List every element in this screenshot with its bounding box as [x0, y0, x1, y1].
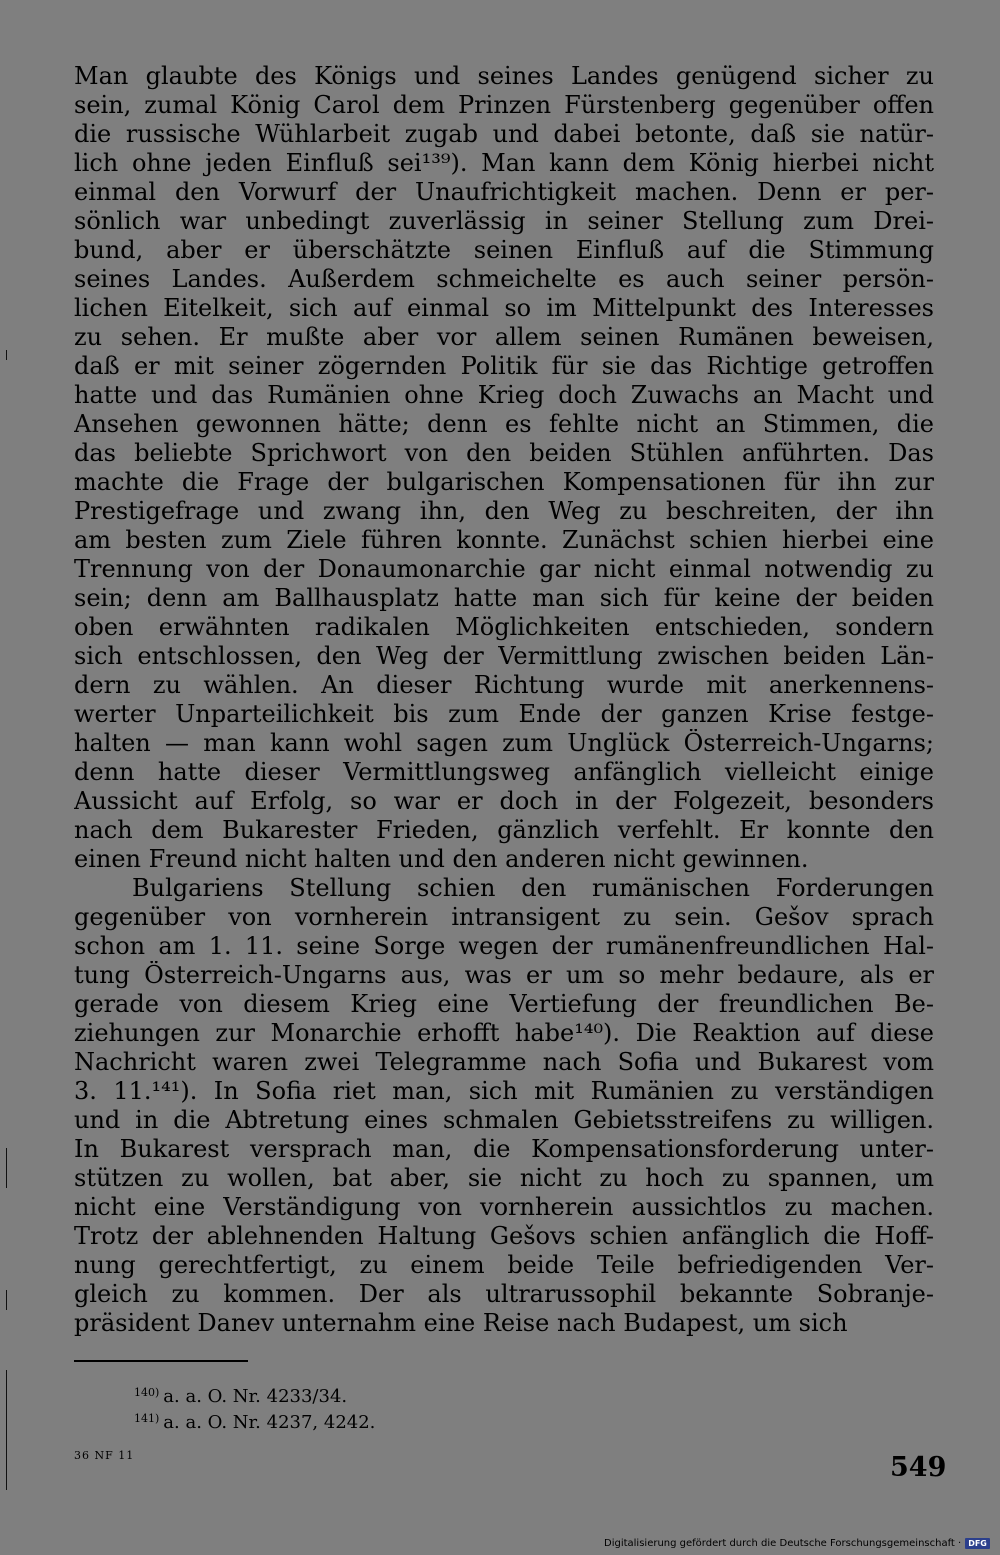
text-line: Trotz der ablehnenden Haltung Gešovs schien anfänglich die Hoff- [74, 1222, 934, 1250]
text-line: gegenüber von vornherein intransigent zu sein. Gešov sprach [74, 903, 934, 931]
text-line: lich ohne jeden Einfluß sei¹³⁹). Man kann dem König hierbei nicht [74, 149, 934, 177]
text-line: zu sehen. Er mußte aber vor allem seinen Rumänen beweisen, [74, 323, 934, 351]
margin-mark [6, 1370, 7, 1490]
text-line: seines Landes. Außerdem schmeichelte es auch seiner persön- [74, 265, 934, 293]
text-line: sönlich war unbedingt zuverlässig in seiner Stellung zum Drei- [74, 207, 934, 235]
footnote-mark: 140) [134, 1386, 160, 1399]
text-line: bund, aber er überschätzte seinen Einfluß auf die Stimmung [74, 236, 934, 264]
paragraph [74, 62, 934, 874]
text-line: nung gerechtfertigt, zu einem beide Teile befriedigenden Ver- [74, 1251, 934, 1279]
text-line: und in die Abtretung eines schmalen Gebietsstreifens zu willigen. [74, 1106, 934, 1134]
text-line: lichen Eitelkeit, sich auf einmal so im Mittelpunkt des Interesses [74, 294, 934, 322]
text-line: sein, zumal König Carol dem Prinzen Fürstenberg gegenüber offen [74, 91, 934, 119]
margin-mark [6, 1148, 7, 1188]
footnote-rule [74, 1360, 248, 1362]
text-line: die russische Wühlarbeit zugab und dabei betonte, daß sie natür- [74, 120, 934, 148]
text-line: machte die Frage der bulgarischen Kompensationen für ihn zur [74, 468, 934, 496]
footnote-141 [134, 1408, 375, 1434]
text-line: hatte und das Rumänien ohne Krieg doch Zuwachs an Macht und [74, 381, 934, 409]
text-line: Prestigefrage und zwang ihn, den Weg zu beschreiten, der ihn [74, 497, 934, 525]
text-line: Aussicht auf Erfolg, so war er doch in der Folgezeit, besonders [74, 787, 934, 815]
text-line: stützen zu wollen, bat aber, sie nicht zu hoch zu spannen, um [74, 1164, 934, 1192]
margin-mark [6, 1290, 7, 1310]
text-line: Trennung von der Donaumonarchie gar nicht einmal notwendig zu [74, 555, 934, 583]
footnote-text: a. a. O. Nr. 4237, 4242. [163, 1412, 376, 1433]
text-line: daß er mit seiner zögernden Politik für sie das Richtige getroffen [74, 352, 934, 380]
text-line: nicht eine Verständigung von vornherein aussichtlos zu machen. [74, 1193, 934, 1221]
text-line: präsident Danev unternahm eine Reise nach Budapest, um sich [74, 1309, 848, 1337]
text-line: ziehungen zur Monarchie erhofft habe¹⁴⁰). Die Reaktion auf diese [74, 1019, 934, 1047]
text-line: gerade von diesem Krieg eine Vertiefung der freundlichen Be- [74, 990, 934, 1018]
text-line: In Bukarest versprach man, die Kompensationsforderung unter- [74, 1135, 934, 1163]
text-line: Ansehen gewonnen hätte; denn es fehlte nicht an Stimmen, die [74, 410, 934, 438]
text-line: sein; denn am Ballhausplatz hatte man sich für keine der beiden [74, 584, 934, 612]
text-line: halten — man kann wohl sagen zum Unglück Österreich-Ungarns; [74, 729, 934, 757]
text-line: Man glaubte des Königs und seines Landes genügend sicher zu [74, 62, 934, 90]
text-line: gleich zu kommen. Der als ultrarussophil bekannte Sobranje- [74, 1280, 934, 1308]
footnote-140 [134, 1382, 375, 1408]
dfg-notice-text: Digitalisierung gefördert durch die Deutsche Forschungsgemeinschaft · [604, 1537, 962, 1549]
dfg-notice [604, 1536, 990, 1550]
text-line: denn hatte dieser Vermittlungsweg anfänglich vielleicht einige [74, 758, 934, 786]
text-line: nach dem Bukarester Frieden, gänzlich verfehlt. Er konnte den [74, 816, 934, 844]
text-line: am besten zum Ziele führen konnte. Zunächst schien hierbei eine [74, 526, 934, 554]
text-line: das beliebte Sprichwort von den beiden Stühlen anführten. Das [74, 439, 934, 467]
text-line: einmal den Vorwurf der Unaufrichtigkeit machen. Denn er per- [74, 178, 934, 206]
page-number: 549 [890, 1452, 947, 1483]
printer-signature: 36 NF 11 [74, 1449, 135, 1462]
footnotes [134, 1382, 375, 1434]
text-line: einen Freund nicht halten und den anderen nicht gewinnen. [74, 845, 809, 873]
text-line: tung Österreich-Ungarns aus, was er um so mehr bedaure, als er [74, 961, 934, 989]
footnote-text: a. a. O. Nr. 4233/34. [163, 1386, 348, 1407]
text-line: schon am 1. 11. seine Sorge wegen der rumänenfreundlichen Hal- [74, 932, 934, 960]
text-line: werter Unparteilichkeit bis zum Ende der ganzen Krise festge- [74, 700, 934, 728]
text-line: oben erwähnten radikalen Möglichkeiten entschieden, sondern [74, 613, 934, 641]
text-line: Bulgariens Stellung schien den rumänischen Forderungen [132, 874, 934, 902]
margin-mark [6, 350, 7, 360]
text-line: dern zu wählen. An dieser Richtung wurde mit anerkennens- [74, 671, 934, 699]
footnote-mark: 141) [134, 1412, 160, 1425]
paragraph [74, 874, 934, 1338]
text-line: sich entschlossen, den Weg der Vermittlung zwischen beiden Län- [74, 642, 934, 670]
text-line: 3. 11.¹⁴¹). In Sofia riet man, sich mit Rumänien zu verständigen [74, 1077, 934, 1105]
body-text [74, 62, 934, 1338]
dfg-logo-icon: DFG [965, 1538, 990, 1549]
text-line: Nachricht waren zwei Telegramme nach Sofia und Bukarest vom [74, 1048, 934, 1076]
